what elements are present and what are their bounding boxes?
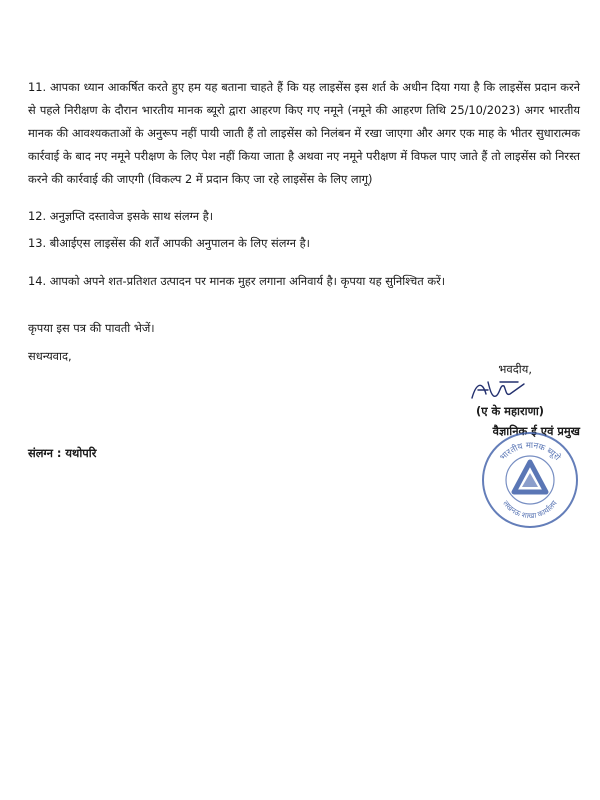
svg-text:लखनऊ शाखा कार्यालय <box>501 498 559 520</box>
closing-salutation: भवदीय, <box>498 362 532 376</box>
bis-logo-icon <box>514 462 546 492</box>
bis-office-seal <box>480 430 580 530</box>
paragraph-12: 12. अनुज्ञप्ति दस्तावेज इसके साथ संलग्न है। <box>28 209 214 223</box>
seal-bottom-text: लखनऊ शाखा कार्यालय <box>501 498 559 521</box>
seal-top-text: भारतीय मानक ब्यूरो <box>498 440 562 463</box>
paragraph-13: 13. बीआईएस लाइसेंस की शर्तें आपकी अनुपालन के लिए संलग्न है। <box>28 236 310 250</box>
paragraph-11: 11. आपका ध्यान आकर्षित करते हुए हम यह बताना चाहते हैं कि यह लाइसेंस इस शर्त के अधीन दिया गया है कि लाइसेंस प्रदान करने से पहले निरीक्षण के दौरान भारतीय मानक ब्यूरो द्वारा आहरण किए गए नमूने (नमूने की आहरण तिथि 25/10/2023) अगर भारतीय मानक की आवश्यकताओं के अनुरूप नहीं पायी जाती हैं तो लाइसेंस को निलंबन में रखा जाएगा और अगर एक माह के भीतर सुधारात्मक कार्रवाई के बाद नए नमूने परीक्षण के लिए पेश नहीं किया जाता है अथवा नए नमूने परीक्षण में विफल पाए जाते हैं तो लाइसेंस को निरस्त करने की कार्रवाई की जाएगी (विकल्प 2 में प्रदान किए जा रहे लाइसेंस के लिए लागू) <box>28 80 580 186</box>
enclosure-line: संलग्न : यथोपरि <box>28 446 97 460</box>
paragraph-14: 14. आपको अपने शत-प्रतिशत उत्पादन पर मानक मुहर लगाना अनिवार्य है। कृपया यह सुनिश्चित करें। <box>28 274 446 288</box>
acknowledgement-request: कृपया इस पत्र की पावती भेजें। <box>28 321 155 335</box>
handwritten-signature <box>466 376 530 406</box>
signatory-designation: वैज्ञानिक ई एवं प्रमुख <box>492 424 580 438</box>
signatory-name: (ए के महाराणा) <box>476 404 544 418</box>
thanks-line: सधन्यवाद, <box>28 349 72 363</box>
